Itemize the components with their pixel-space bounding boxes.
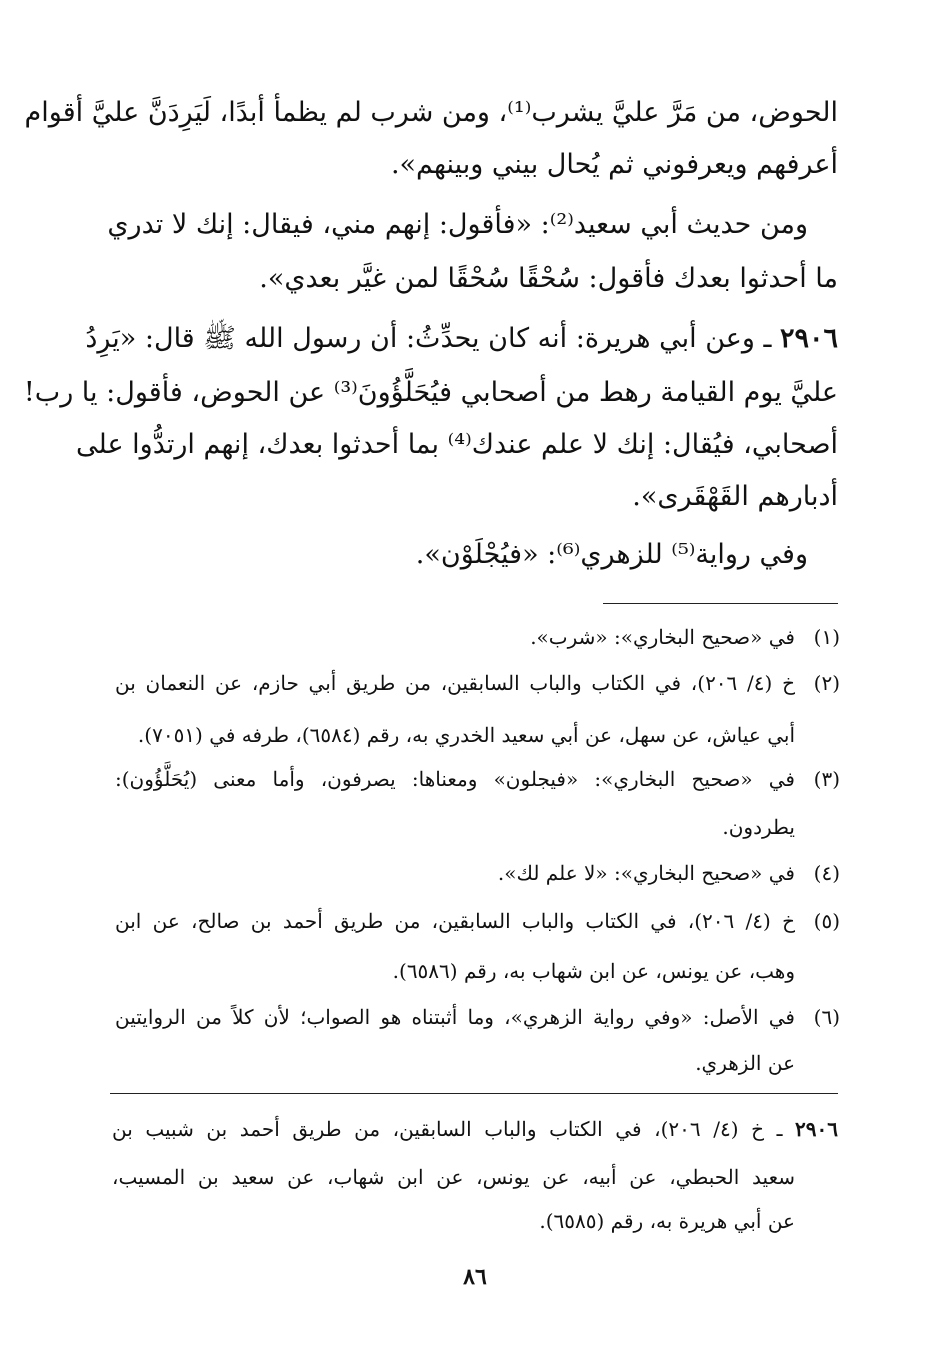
footnote-number: (٣) <box>813 767 840 791</box>
takhrij-separator <box>110 1093 838 1094</box>
main-text-line: أصحابي، فيُقال: إنك لا علم عندك⁽⁴⁾ بما أحدثوا بعدك، إنهم ارتدُّوا على <box>76 429 838 460</box>
takhrij-text: ـ خ (٤/ ٢٠٦)، في الكتاب والباب السابقين، من طريق أحمد بن شبيب بن <box>112 1117 796 1141</box>
takhrij-number: ٢٩٠٦ <box>795 1117 838 1141</box>
footnote-number: (٦) <box>813 1005 840 1029</box>
footnote-number: (٢) <box>813 671 840 695</box>
footnote-line: في «صحيح البخاري»: «فيجلون» ومعناها: يصرفون، وأما معنى (يُحَلَّؤُون): <box>115 767 795 791</box>
footnote-line: عن الزهري. <box>695 1051 795 1075</box>
takhrij-line: سعيد الحبطي، عن أبيه، عن يونس، عن ابن شهاب، عن سعيد بن المسيب، <box>112 1165 795 1189</box>
main-text-line: ما أحدثوا بعدك فأقول: سُحْقًا سُحْقًا لمن غيَّر بعدي». <box>259 263 838 294</box>
main-text-line: أدبارهم القَهْقَرى». <box>632 481 838 512</box>
footnote-line: يطردون. <box>722 815 795 839</box>
footnote-number: (٥) <box>813 909 840 933</box>
page-number: ٨٦ <box>463 1264 487 1290</box>
footnote-line: خ (٤/ ٢٠٦)، في الكتاب والباب السابقين، من طريق أبي حازم، عن النعمان بن <box>115 671 795 695</box>
footnote-line: وهب، عن يونس، عن ابن شهاب به، رقم (٦٥٨٦). <box>392 959 795 983</box>
main-text-line: أعرفهم ويعرفوني ثم يُحال بيني وبينهم». <box>390 149 838 180</box>
takhrij-line <box>112 1112 838 1146</box>
footnote-line: في «صحيح البخاري»: «شرب». <box>530 625 795 649</box>
main-text-line: الحوض، من مَرَّ عليَّ يشرب⁽¹⁾، ومن شرب لم يظمأ أبدًا، لَيَرِدَنَّ عليَّ أقوام <box>24 97 838 128</box>
footnote-line: خ (٤/ ٢٠٦)، في الكتاب والباب السابقين، من طريق أحمد بن صالح، عن ابن <box>115 909 795 933</box>
main-text-line: عليَّ يوم القيامة رهط من أصحابي فيُحَلَّؤُونَ⁽³⁾ عن الحوض، فأقول: يا رب! <box>23 377 838 408</box>
takhrij-line: عن أبي هريرة به، رقم (٦٥٨٥). <box>539 1209 795 1233</box>
footnote-number: (١) <box>813 625 840 649</box>
footnote-line: أبي عياش، عن سهل، عن أبي سعيد الخدري به، رقم (٦٥٨٤)، طرفه في (٧٠٥١). <box>137 723 795 747</box>
main-text-line: وفي رواية⁽⁵⁾ للزهري⁽⁶⁾: «فيُجْلَوْن». <box>415 539 808 570</box>
footnote-number: (٤) <box>813 861 840 885</box>
main-text-line: ومن حديث أبي سعيد⁽²⁾: «فأقول: إنهم مني، فيقال: إنك لا تدري <box>107 209 808 240</box>
hadith-text-line <box>85 314 838 364</box>
footnote-line: في الأصل: «وفي رواية الزهري»، وما أثبتناه هو الصواب؛ لأن كلاً من الروايتين <box>115 1005 795 1029</box>
hadith-number: ٢٩٠٦ <box>779 323 838 354</box>
footnote-line: في «صحيح البخاري»: «لا علم لك». <box>497 861 795 885</box>
hadith-text: ـ وعن أبي هريرة: أنه كان يحدِّثُ: أن رسول الله ﷺ قال: «يَرِدُ <box>85 323 780 354</box>
footnote-separator <box>603 603 838 604</box>
